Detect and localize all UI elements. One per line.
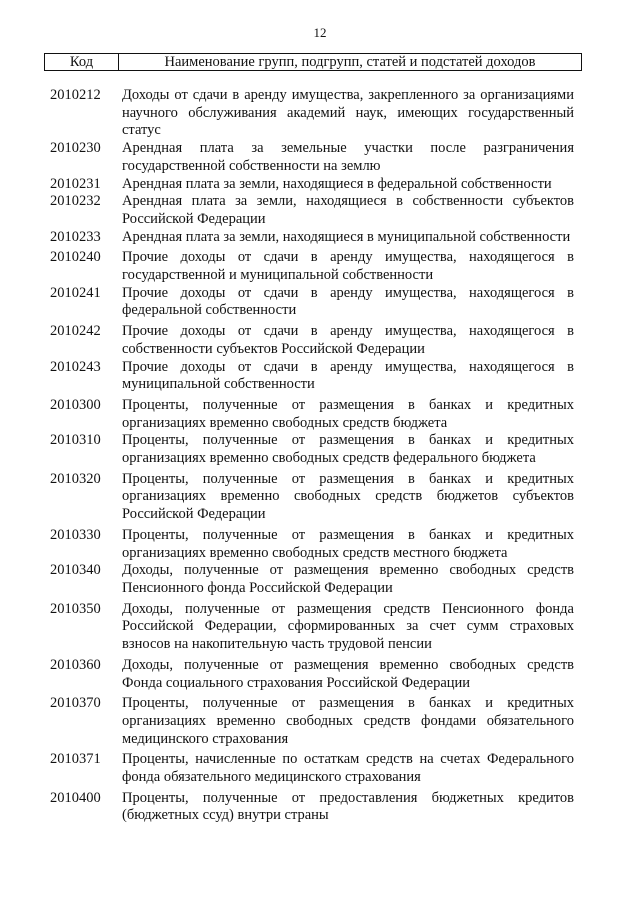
table-row — [0, 140, 640, 175]
row-description: Доходы, полученные от размещения временно свободных средств Фонда социального страхования Российской Федерации — [122, 656, 574, 691]
table-row — [0, 527, 640, 562]
row-description: Проценты, полученные от размещения в банках и кредитных организациях временно свободных средств фондами обязательного медицинского страхования — [122, 695, 574, 747]
row-code: 2010240 — [50, 249, 101, 266]
row-code: 2010330 — [50, 526, 101, 543]
row-code: 2010371 — [50, 751, 101, 768]
row-code: 2010350 — [50, 600, 101, 617]
row-description: Арендная плата за земли, находящиеся в муниципальной собственности — [122, 228, 571, 245]
row-description: Проценты, полученные от предоставления бюджетных кредитов (бюджетных ссуд) внутри страны — [122, 789, 574, 824]
table-row — [0, 249, 640, 284]
table-row — [0, 323, 640, 358]
row-description: Проценты, начисленные по остаткам средств на счетах Федерального фонда обязательного медицинского страхования — [122, 751, 574, 786]
row-code: 2010300 — [50, 396, 101, 413]
row-code: 2010360 — [50, 656, 101, 673]
row-description: Проценты, полученные от размещения в банках и кредитных организациях временно свободных средств бюджета — [122, 396, 574, 431]
table-row — [0, 229, 640, 247]
table-row — [0, 432, 640, 467]
row-description: Прочие доходы от сдачи в аренду имущества, находящегося в федеральной собственности — [122, 284, 574, 319]
table-row — [0, 471, 640, 524]
income-codes-list — [0, 87, 640, 825]
table-row — [0, 193, 640, 228]
table-row — [0, 790, 640, 825]
row-code: 2010243 — [50, 358, 101, 375]
row-description: Доходы, полученные от размещения временно свободных средств Пенсионного фонда Российской Федерации — [122, 562, 574, 596]
table-row — [0, 176, 640, 194]
row-description: Прочие доходы от сдачи в аренду имущества, находящегося в собственности субъектов Российской Федерации — [122, 323, 574, 357]
table-row — [0, 657, 640, 692]
row-description: Прочие доходы от сдачи в аренду имущества, находящегося в муниципальной собственности — [122, 358, 574, 393]
table-row — [0, 397, 640, 432]
row-description: Доходы от сдачи в аренду имущества, закрепленного за организациями научного обслуживания академий наук, имеющих государственный статус — [122, 87, 574, 139]
row-code: 2010232 — [50, 193, 101, 210]
row-description: Доходы, полученные от размещения средств Пенсионного фонда Российской Федерации, сформированных за счет сумм страховых взносов на накопительную часть трудовой пенсии — [122, 600, 574, 653]
row-code: 2010310 — [50, 432, 101, 449]
row-code: 2010242 — [50, 323, 101, 340]
table-row — [0, 601, 640, 654]
table-row — [0, 359, 640, 394]
row-description: Проценты, полученные от размещения в банках и кредитных организациях временно свободных средств федерального бюджета — [122, 432, 574, 467]
row-description: Прочие доходы от сдачи в аренду имущества, находящегося в государственной и муниципальной собственности — [122, 249, 574, 284]
row-code: 2010370 — [50, 695, 101, 712]
table-row — [0, 285, 640, 320]
table-row — [0, 562, 640, 597]
row-code: 2010230 — [50, 140, 101, 157]
table-row — [0, 87, 640, 140]
row-description: Проценты, полученные от размещения в банках и кредитных организациях временно свободных средств местного бюджета — [122, 526, 574, 561]
table-row — [0, 695, 640, 748]
row-description: Арендная плата за земельные участки после разграничения государственной собственности на землю — [122, 140, 574, 174]
header-code-label: Код — [45, 54, 119, 70]
row-code: 2010340 — [50, 562, 101, 579]
table-header — [44, 53, 582, 71]
header-name-label: Наименование групп, подгрупп, статей и подстатей доходов — [164, 54, 536, 70]
row-description: Проценты, полученные от размещения в банках и кредитных организациях временно свободных средств бюджетов субъектов Российской Федерации — [122, 470, 574, 523]
row-description: Арендная плата за земли, находящиеся в собственности субъектов Российской Федерации — [122, 193, 574, 227]
row-code: 2010212 — [50, 87, 101, 103]
page-number: 12 — [313, 25, 327, 40]
row-code: 2010400 — [50, 789, 101, 806]
row-code: 2010320 — [50, 470, 101, 487]
row-description: Арендная плата за земли, находящиеся в федеральной собственности — [122, 175, 552, 192]
table-row — [0, 751, 640, 786]
row-code: 2010241 — [50, 284, 101, 301]
row-code: 2010233 — [50, 228, 101, 245]
row-code: 2010231 — [50, 175, 101, 192]
